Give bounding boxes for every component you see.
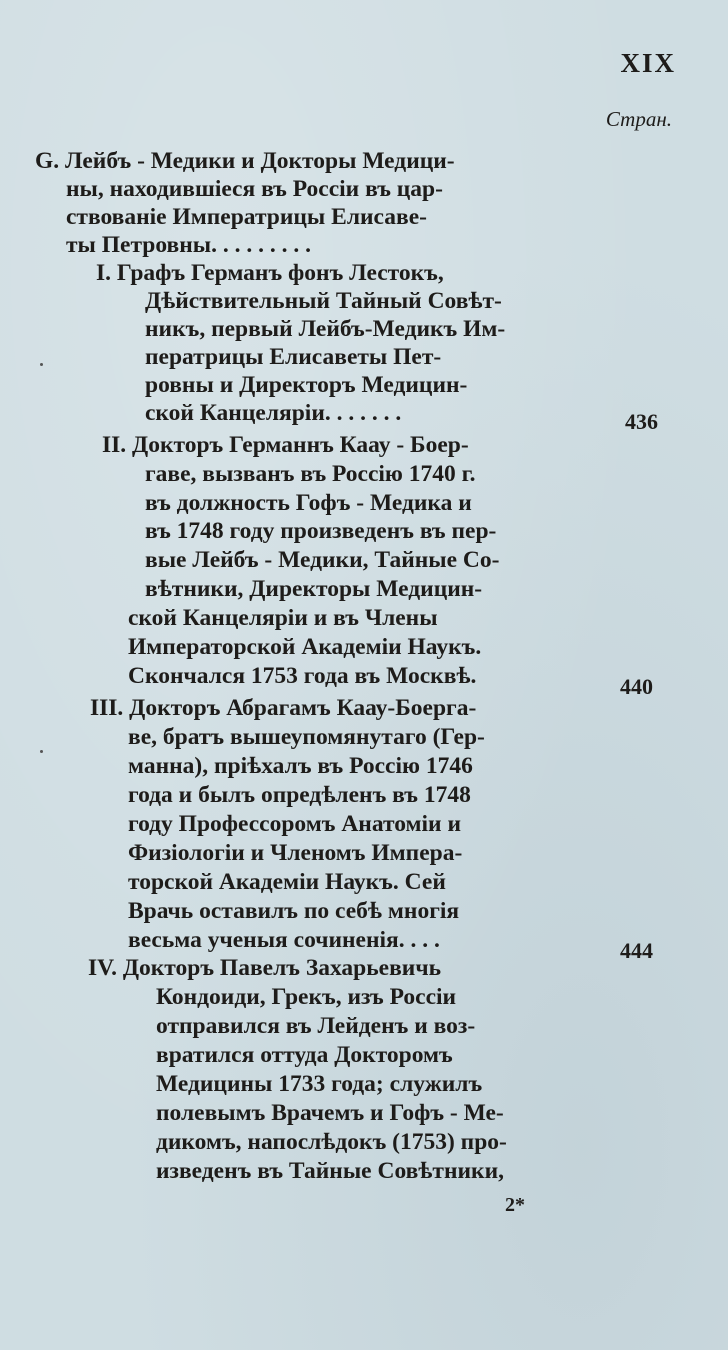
section-heading-line: ны, находившіеся въ Россіи въ цар- — [66, 176, 443, 202]
entry-line: III. Докторъ Абрагамъ Каау-Боерга- — [90, 695, 477, 721]
entry-line: дикомъ, напослѣдокъ (1753) про- — [156, 1129, 507, 1155]
entry-line: ровны и Директоръ Медицин- — [145, 372, 468, 398]
entry-line: вѣтники, Директоры Медицин- — [145, 576, 483, 602]
entry-line: манна), пріѣхалъ въ Россію 1746 — [128, 753, 473, 779]
entry-line: полевымъ Врачемъ и Гофъ - Ме- — [156, 1100, 504, 1126]
entry-line: весьма ученыя сочиненія. . . . — [128, 927, 440, 953]
page-column-header: Стран. — [605, 107, 672, 131]
page-reference: 440 — [620, 674, 653, 699]
entry-line: году Профессоромъ Анатоміи и — [128, 811, 461, 837]
entry-line: Кондоиди, Грекъ, изъ Россіи — [156, 984, 457, 1010]
entry-line: вые Лейбъ - Медики, Тайные Со- — [145, 547, 500, 573]
entry-line: ператрицы Елисаветы Пет- — [145, 344, 442, 370]
entry-line: Дѣйствительный Тайный Совѣт- — [145, 288, 502, 314]
entry-line: ве, братъ вышеупомянутаго (Гер- — [128, 724, 485, 750]
entry-line: IV. Докторъ Павелъ Захарьевичь — [88, 955, 442, 981]
section-heading-line: ты Петровны. . . . . . . . . — [66, 232, 311, 258]
entry-line: Скончался 1753 года въ Москвѣ. — [128, 663, 477, 689]
entry-line: Врачь оставилъ по себѣ многія — [128, 898, 460, 924]
entry-line: изведенъ въ Тайные Совѣтники, — [156, 1158, 504, 1184]
entry-line: ской Канцеляріи и въ Члены — [128, 605, 438, 631]
entry-line: вратился оттуда Докторомъ — [156, 1042, 453, 1068]
entry-line: Императорской Академіи Наукъ. — [128, 634, 482, 660]
entry-line: въ должность Гофъ - Медика и — [145, 490, 472, 516]
entry-line: никъ, первый Лейбъ-Медикъ Им- — [145, 316, 506, 342]
section-heading-line: G. Лейбъ - Медики и Докторы Медици- — [35, 148, 455, 174]
paper-speck — [40, 363, 43, 366]
section-heading-line: ствованіе Императрицы Елисаве- — [66, 204, 427, 230]
signature-mark: 2* — [505, 1194, 525, 1216]
page-reference: 444 — [620, 938, 653, 963]
entry-line: года и былъ опредѣленъ въ 1748 — [128, 782, 471, 808]
entry-line: въ 1748 году произведенъ въ пер- — [145, 518, 497, 544]
entry-line: I. Графъ Германъ фонъ Лестокъ, — [96, 260, 444, 286]
entry-line: гаве, вызванъ въ Россію 1740 г. — [145, 461, 476, 487]
entry-line: Медицины 1733 года; служилъ — [156, 1071, 483, 1097]
entry-line: II. Докторъ Германнъ Каау - Боер- — [102, 432, 469, 458]
entry-line: отправился въ Лейденъ и воз- — [156, 1013, 476, 1039]
page-reference: 436 — [625, 409, 658, 434]
paper-speck — [40, 750, 43, 753]
page-number: XIX — [620, 48, 676, 78]
entry-line: Физіологіи и Членомъ Импера- — [128, 840, 463, 866]
entry-line: ской Канцеляріи. . . . . . . — [145, 400, 402, 426]
entry-line: торской Академіи Наукъ. Сей — [128, 869, 446, 895]
